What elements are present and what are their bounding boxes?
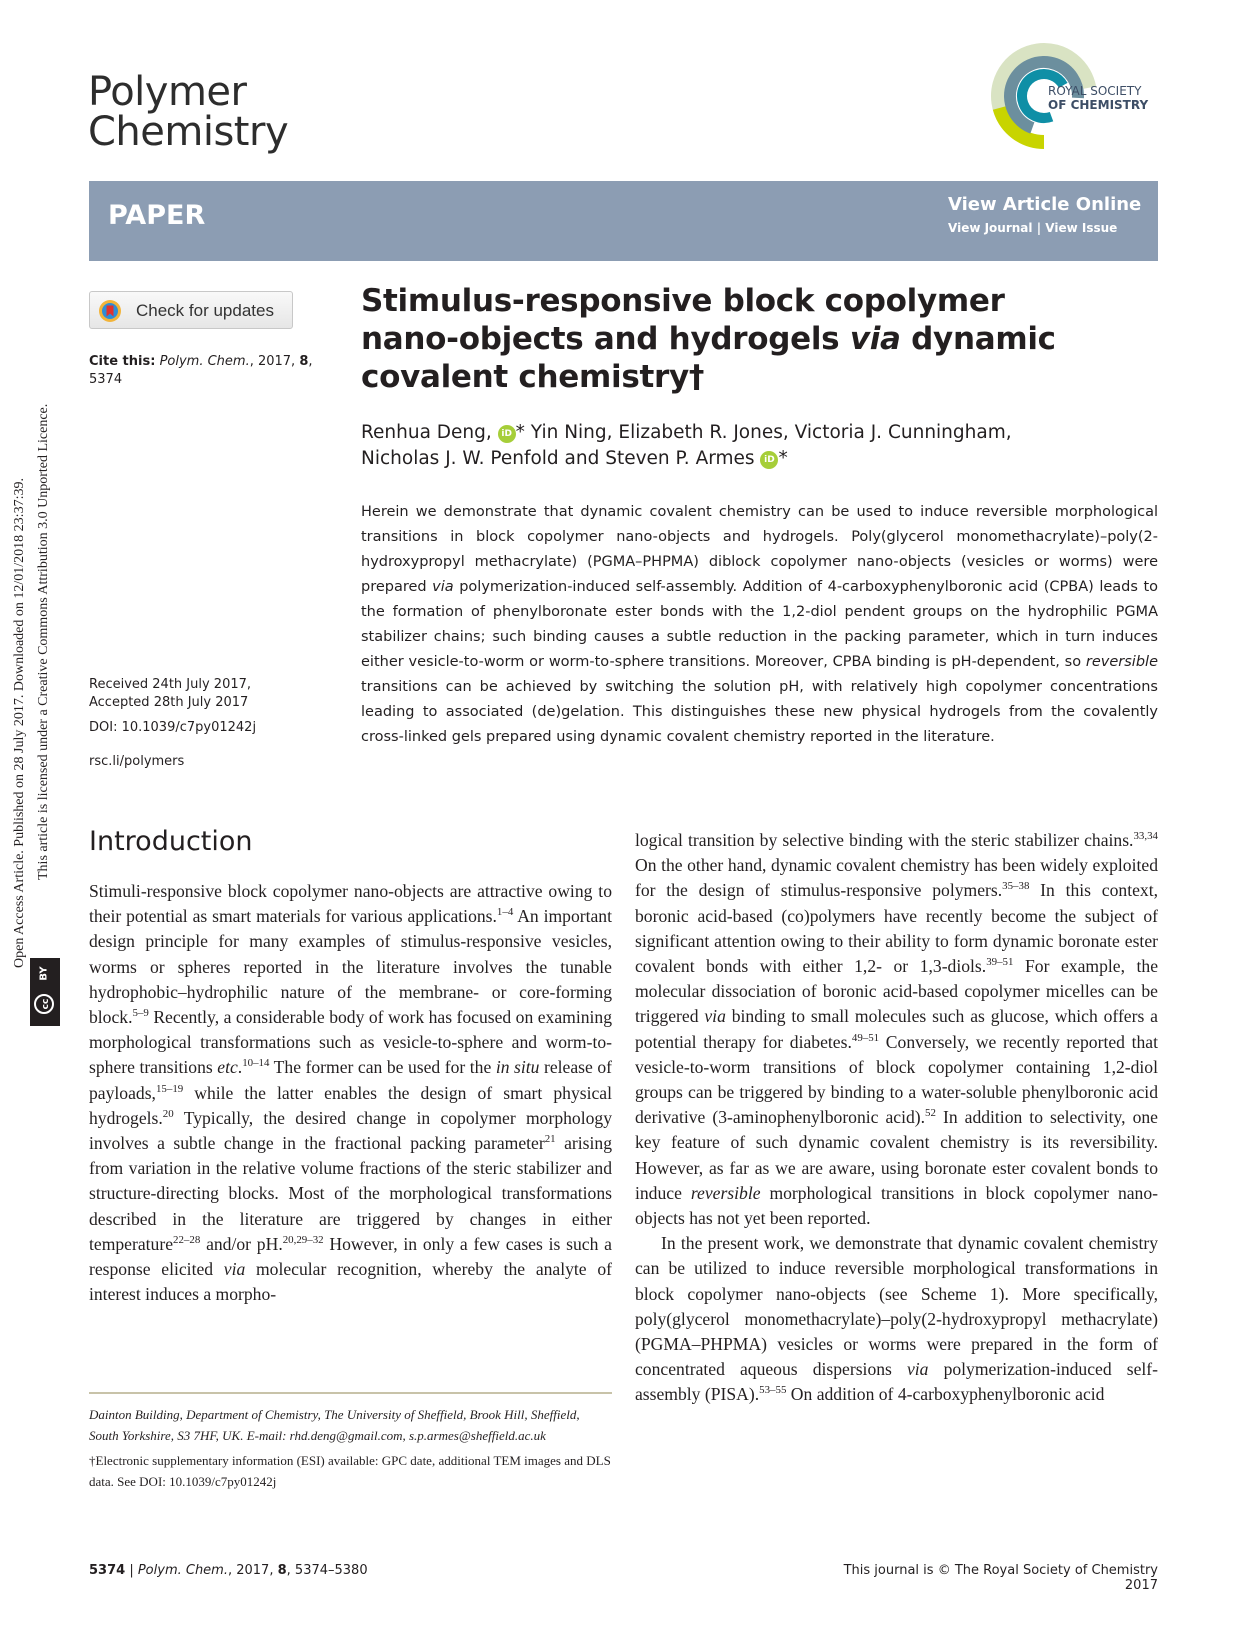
body-italic: via <box>906 1359 929 1380</box>
author-list <box>361 420 1121 472</box>
authors-line1: Yin Ning, Elizabeth R. Jones, Victoria J. Cunningham, <box>524 422 1012 443</box>
page-footer-citation <box>89 1563 368 1578</box>
body-text: On addition of 4-carboxyphenylboronic acid <box>786 1384 1105 1405</box>
open-access-line: Open Access Article. Published on 28 July 2017. Downloaded on 12/01/2018 23:37:39. <box>12 478 27 968</box>
footer-year: , 2017, <box>227 1563 278 1578</box>
footer-sep: | <box>125 1563 138 1578</box>
cite-volume: 8 <box>299 354 309 369</box>
citation-ref[interactable]: 20,29–32 <box>282 1233 324 1246</box>
body-text: In addition to selectivity, one key feature of such dynamic covalent chemistry is its reversibility. However, as far as we are aware, using boronate ester covalent bonds to induce <box>635 1107 1158 1203</box>
body-italic: reversible <box>690 1182 761 1203</box>
body-text: On the other hand, dynamic covalent chemistry has been widely exploited for the design of stimulus-responsive polymers. <box>635 855 1158 901</box>
body-text: In the present work, we demonstrate that dynamic covalent chemistry can be utilized to induce reversible morphological transformations in block copolymer nano-objects (see Scheme 1). More specifically, poly(glycerol monomethacrylate)–poly(2-hydroxypropyl methacrylate) (PGMA–PHPMA) vesicles or worms were prepared in the form of concentrated aqueous dispersions <box>635 1233 1158 1380</box>
open-access-notice <box>6 310 56 1030</box>
accepted-date: Accepted 28th July 2017 <box>89 695 249 710</box>
corresponding-star: * <box>778 448 788 469</box>
body-italic: via <box>704 1006 726 1027</box>
title-part1: Stimulus-responsive block copolymer nano-objects and hydrogels <box>361 283 1005 357</box>
body-text: Conversely, we recently reported that vesicle-to-worm transitions of block copolymer containing 1,2-diol groups can be triggered by binding to a water-soluble phenylboronic acid derivative (3-aminophenylboronic acid). <box>635 1031 1158 1128</box>
abstract-text: transitions can be achieved by switching the solution pH, with relatively high copolymer concentrations leading to associated (de)gelation. This distinguishes these new physical hydrogels from the covalently cross-linked gels prepared using dynamic covalent chemistry reported in the literature. <box>361 679 1158 745</box>
body-text: release of payloads, <box>89 1057 612 1103</box>
body-text: . <box>237 1057 243 1078</box>
title-via: via <box>849 321 901 357</box>
article-dates <box>89 676 329 712</box>
view-links <box>948 221 1117 235</box>
copyright-notice: This journal is © The Royal Society of Chemistry 2017 <box>843 1563 1158 1593</box>
corresponding-star: * <box>515 422 525 443</box>
journal-title-line1: Polymer <box>88 69 247 115</box>
citation-ref[interactable]: 10–14 <box>242 1057 270 1070</box>
body-text: For example, the molecular dissociation of boronic acid-based copolymer micelles can be triggered <box>635 956 1159 1027</box>
cc-by-badge[interactable] <box>30 958 60 1026</box>
footer-volume: 8 <box>277 1563 287 1578</box>
footnotes <box>89 1404 612 1492</box>
body-text: The former can be used for the <box>269 1057 496 1078</box>
body-text: logical transition by selective binding with the steric stabilizer chains. <box>635 830 1134 850</box>
body-column-left <box>89 879 612 1307</box>
rsc-logo-line1: ROYAL SOCIETY <box>1048 84 1142 98</box>
citation-ref[interactable]: 52 <box>925 1107 936 1120</box>
cite-journal: Polym. Chem. <box>159 354 250 369</box>
view-journal-link[interactable]: View Journal <box>948 221 1033 235</box>
body-text: Typically, the desired change in copolymer morphology involves a subtle change in the fractional packing parameter <box>89 1107 612 1154</box>
view-article-online-link[interactable]: View Article Online <box>948 194 1142 215</box>
citation-ref[interactable]: 33,34 <box>1133 830 1158 843</box>
body-text: arising from variation in the relative volume fractions of the steric stabilizer and structure-directing blocks. Most of the morphological transformations described in the literature are triggered by changes in either temperature <box>89 1133 612 1254</box>
licence-line[interactable]: This article is licensed under a Creative Commons Attribution 3.0 Unported Licence. <box>36 403 51 880</box>
rsc-logo-line2: OF CHEMISTRY <box>1048 98 1149 112</box>
abstract-text: polymerization-induced self-assembly. Addition of 4-carboxyphenylboronic acid (CPBA) leads to the formation of phenylboronate ester bonds with the 1,2-diol pendent groups on the hydrophilic PGMA stabilizer chains; such binding causes a subtle reduction in the packing parameter, which in turn induces either vesicle-to-worm or worm-to-sphere transitions. Moreover, CPBA binding is pH-dependent, so <box>361 579 1159 670</box>
citation-ref[interactable]: 39–51 <box>986 956 1014 969</box>
cc-by-label: BY <box>38 966 50 981</box>
article-title <box>361 282 1081 396</box>
journal-link[interactable]: rsc.li/polymers <box>89 754 185 769</box>
footer-journal: Polym. Chem. <box>137 1563 228 1578</box>
section-label: PAPER <box>108 200 206 231</box>
paragraph <box>635 828 1158 1231</box>
esi-footnote: †Electronic supplementary information (ESI) available: GPC date, additional TEM images and DLS data. See DOI: 10.1039/c7py01242j <box>89 1453 611 1489</box>
citation-ref[interactable]: 15–19 <box>155 1082 184 1095</box>
view-issue-link[interactable]: View Issue <box>1045 221 1118 235</box>
check-for-updates-button[interactable] <box>89 291 293 329</box>
rsc-logo-text <box>1048 84 1160 112</box>
cite-page: 5374 <box>89 372 123 387</box>
title-dagger[interactable]: † <box>688 359 705 395</box>
body-text: and/or pH. <box>200 1233 283 1254</box>
body-italic: via <box>223 1259 246 1280</box>
body-text: while the latter enables the design of smart physical hydrogels. <box>89 1082 612 1128</box>
abstract-italic: reversible <box>1085 654 1158 670</box>
orcid-icon[interactable]: iD <box>760 451 778 469</box>
citation-ref[interactable]: 22–28 <box>173 1233 201 1246</box>
abstract <box>361 500 1158 750</box>
body-text: morphological transitions in block copolymer nano-objects has not yet been reported. <box>635 1182 1159 1229</box>
page-number: 5374 <box>89 1563 126 1578</box>
body-text: binding to small molecules such as glucose, which offers a potential therapy for diabetes. <box>635 1006 1158 1052</box>
footer-pages: , 5374–5380 <box>286 1563 368 1578</box>
section-heading: Introduction <box>89 826 253 857</box>
cc-icon: cc <box>34 994 54 1014</box>
title-part2: dynamic covalent chemistry <box>361 321 1056 395</box>
doi[interactable]: DOI: 10.1039/c7py01242j <box>89 720 257 735</box>
citation-ref[interactable]: 5–9 <box>132 1007 149 1020</box>
bookmark-icon <box>98 299 122 323</box>
abstract-text: Herein we demonstrate that dynamic covalent chemistry can be used to induce reversible morphological transitions in block copolymer nano-objects and hydrogels. Poly(glycerol monomethacrylate)–poly(2-hydroxypropyl methacrylate) (PGMA–PHPMA) diblock copolymer nano-objects (vesicles or worms) were prepared <box>361 504 1158 595</box>
view-links-separator: | <box>1036 221 1042 235</box>
journal-title-line2: Chemistry <box>88 109 289 155</box>
received-date: Received 24th July 2017, <box>89 677 252 692</box>
citation-ref[interactable]: 21 <box>544 1133 556 1146</box>
authors-line2: Nicholas J. W. Penfold and Steven P. Armes <box>361 448 755 469</box>
abstract-italic: via <box>432 579 454 595</box>
body-text: An important design principle for many examples of stimulus-responsive vesicles, worms or spheres reported in the literature involves the tunable hydrophobic–hydrophilic nature of the membrane- or core-forming block. <box>89 906 612 1028</box>
footnote-divider <box>89 1392 612 1394</box>
body-italic: in situ <box>495 1057 540 1078</box>
journal-title <box>88 69 488 155</box>
body-text: In this context, boronic acid-based (co)polymers have recently become the subject of significant attention owing to their ability to form dynamic boronate ester covalent bonds with either 1,2- or 1,3-diols. <box>635 880 1158 977</box>
check-for-updates-label: Check for updates <box>136 301 274 320</box>
affiliation-footnote: Dainton Building, Department of Chemistry, The University of Sheffield, Brook Hill, Sheffield, South Yorkshire, S3 7HF, UK. E-mail: rhd.deng@gmail.com, s.p.armes@sheffield.ac.uk <box>89 1407 580 1443</box>
body-text: molecular recognition, whereby the analyte of interest induces a morpho- <box>89 1259 612 1305</box>
citation-ref[interactable]: 53–55 <box>759 1384 787 1397</box>
body-column-right <box>635 828 1158 1408</box>
body-text: Recently, a considerable body of work has focused on examining morphological transformations such as vesicle-to-sphere and worm-to-sphere transitions <box>89 1007 612 1078</box>
paragraph <box>89 879 612 1307</box>
citation-ref[interactable]: 35–38 <box>1002 880 1030 893</box>
citation-ref[interactable]: 20 <box>162 1107 174 1120</box>
rsc-logo <box>988 40 1160 152</box>
cite-year: , 2017, <box>249 354 300 369</box>
body-text: However, in only a few cases is such a response elicited <box>89 1233 612 1280</box>
citation-ref[interactable]: 1–4 <box>496 906 514 919</box>
body-text: polymerization-induced self-assembly (PISA). <box>635 1359 1158 1405</box>
author-deng: Renhua Deng, <box>361 422 492 443</box>
cite-sep: , <box>308 354 313 369</box>
citation-ref[interactable]: 49–51 <box>851 1031 880 1044</box>
body-italic: etc <box>217 1057 238 1078</box>
citation <box>89 353 329 389</box>
orcid-icon[interactable]: iD <box>498 425 516 443</box>
body-text: Stimuli-responsive block copolymer nano-objects are attractive owing to their potential as smart materials for various applications. <box>89 881 612 927</box>
paragraph <box>635 1231 1158 1407</box>
cite-label: Cite this: <box>89 354 156 369</box>
